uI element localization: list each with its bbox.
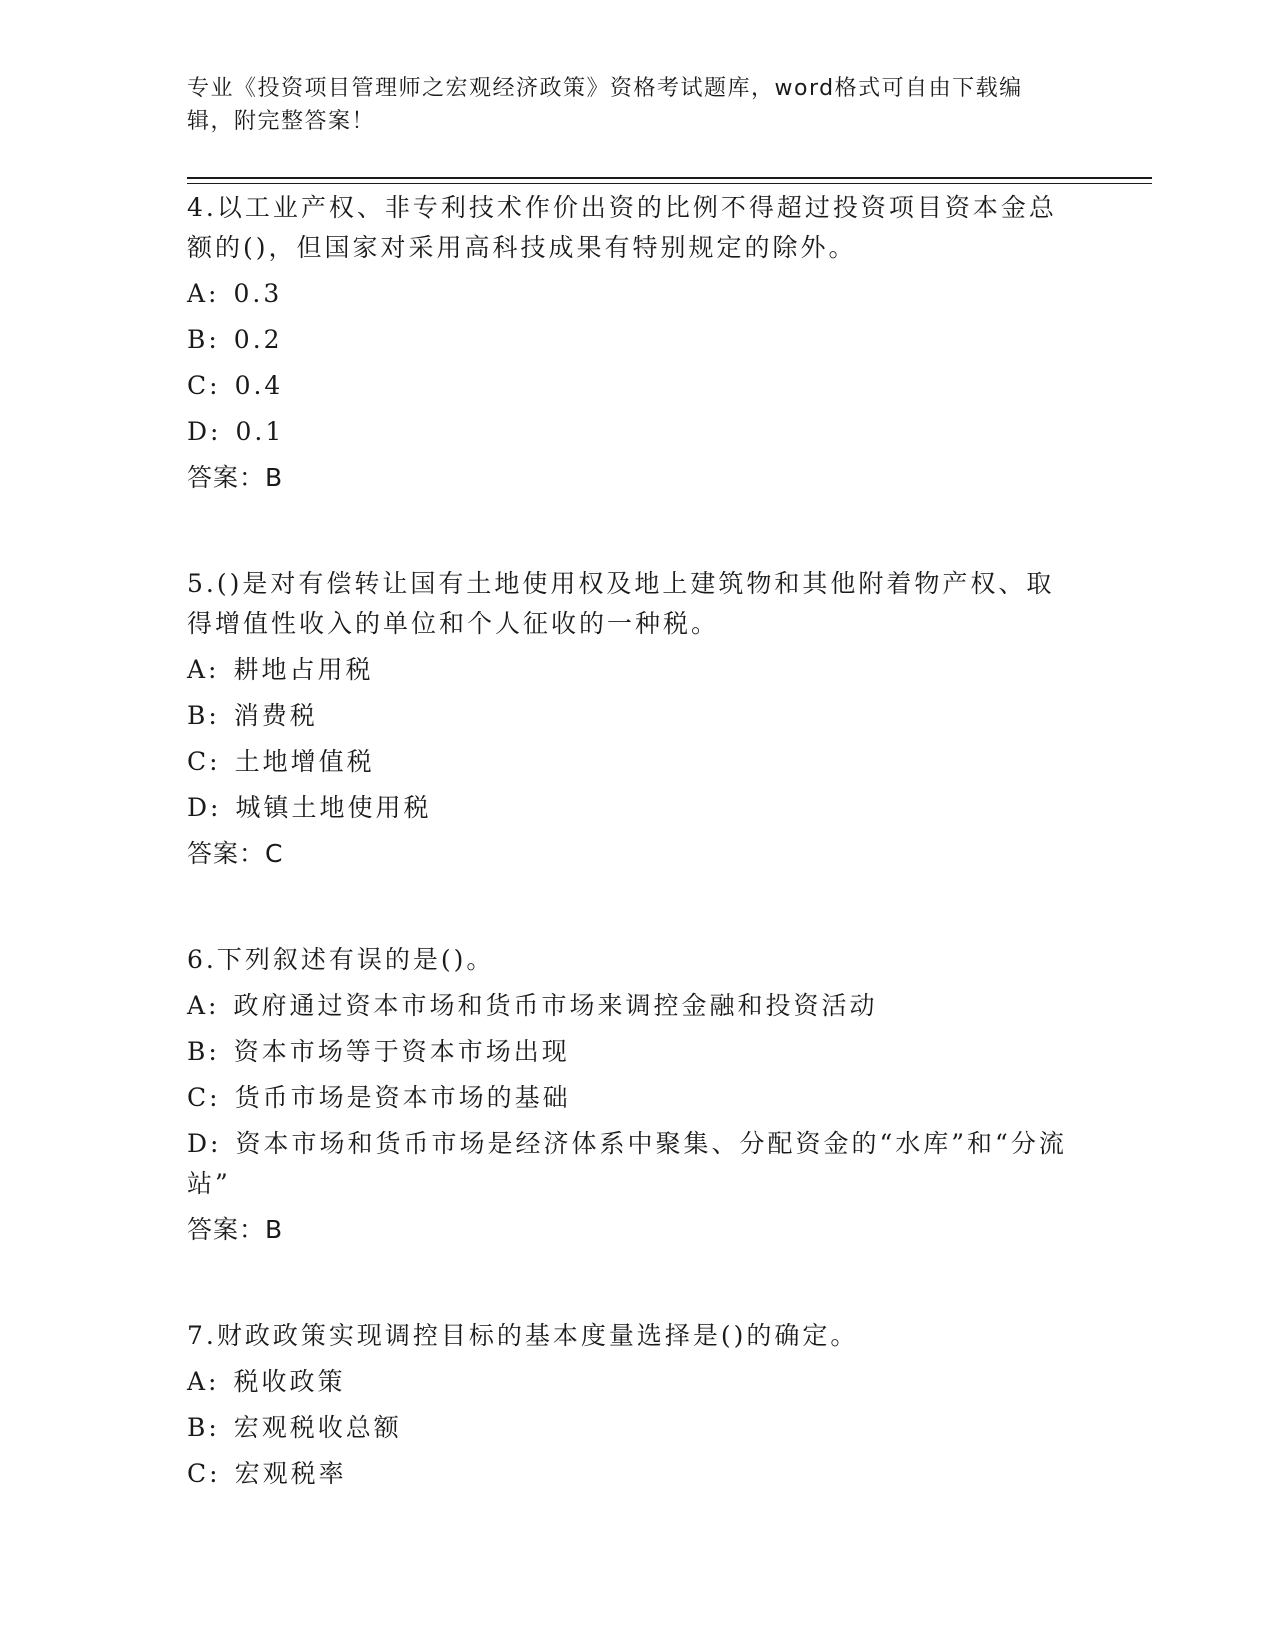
option-text: 0.3: [233, 279, 283, 308]
question-stem: 7.财政政策实现调控目标的基本度量选择是()的确定。: [187, 1321, 859, 1350]
option-c: [187, 1454, 1067, 1500]
option-a: [187, 274, 1067, 320]
option-d: [187, 412, 1067, 458]
option-text: 耕地占用税: [233, 655, 374, 684]
option-d: [187, 788, 1067, 834]
option-key: C:: [187, 747, 221, 776]
option-key: B:: [187, 1413, 220, 1442]
option-b: [187, 1032, 1067, 1078]
option-b: [187, 1408, 1067, 1454]
option-key: A:: [187, 655, 220, 684]
option-key: C:: [187, 1083, 221, 1112]
question-stem: 6.下列叙述有误的是()。: [187, 945, 495, 974]
option-key: C:: [187, 371, 221, 400]
option-d: [187, 1124, 1067, 1204]
option-text: 城镇土地使用税: [235, 793, 432, 822]
option-text: 0.1: [235, 417, 285, 446]
option-key: B:: [187, 325, 220, 354]
question-stem: 4.以工业产权、非专利技术作价出资的比例不得超过投资项目资本金总额的()，但国家对采用高科技成果有特别规定的除外。: [187, 193, 1057, 262]
option-key: A:: [187, 991, 220, 1020]
option-c: [187, 366, 1067, 412]
option-text: 资本市场和货币市场是经济体系中聚集、分配资金的“水库”和“分流站”: [187, 1129, 1067, 1198]
document-header: 专业《投资项目管理师之宏观经济政策》资格考试题库，word格式可自由下载编辑，附完整答案！: [187, 76, 1023, 134]
option-key: D:: [187, 417, 222, 446]
question-5: [187, 564, 1067, 874]
option-text: 消费税: [233, 701, 318, 730]
option-c: [187, 742, 1067, 788]
option-key: C:: [187, 1459, 221, 1488]
option-text: 货币市场是资本市场的基础: [234, 1083, 571, 1112]
option-text: 宏观税率: [234, 1459, 347, 1488]
question-stem: 5.()是对有偿转让国有土地使用权及地上建筑物和其他附着物产权、取得增值性收入的单位和个人征收的一种税。: [187, 569, 1055, 638]
option-key: A:: [187, 1367, 220, 1396]
option-text: 政府通过资本市场和货币市场来调控金融和投资活动: [233, 991, 878, 1020]
option-c: [187, 1078, 1067, 1124]
option-b: [187, 320, 1067, 366]
question-6: [187, 940, 1067, 1250]
option-text: 0.4: [234, 371, 284, 400]
answer-line: 答案：B: [187, 1215, 284, 1244]
question-4: [187, 188, 1067, 498]
option-a: [187, 986, 1067, 1032]
option-text: 土地增值税: [234, 747, 375, 776]
option-key: D:: [187, 1129, 222, 1158]
option-key: B:: [187, 1037, 220, 1066]
option-text: 宏观税收总额: [233, 1413, 402, 1442]
question-list: [187, 188, 1067, 1500]
option-text: 税收政策: [233, 1367, 346, 1396]
answer-line: 答案：B: [187, 463, 284, 492]
option-key: D:: [187, 793, 222, 822]
option-a: [187, 1362, 1067, 1408]
option-text: 0.2: [233, 325, 283, 354]
header-rule-thin: [187, 183, 1152, 184]
answer-line: 答案：C: [187, 839, 284, 868]
option-key: B:: [187, 701, 220, 730]
option-key: A:: [187, 279, 220, 308]
question-7: [187, 1316, 1067, 1500]
option-text: 资本市场等于资本市场出现: [233, 1037, 570, 1066]
option-b: [187, 696, 1067, 742]
header-rule-thick: [187, 177, 1152, 179]
option-a: [187, 650, 1067, 696]
